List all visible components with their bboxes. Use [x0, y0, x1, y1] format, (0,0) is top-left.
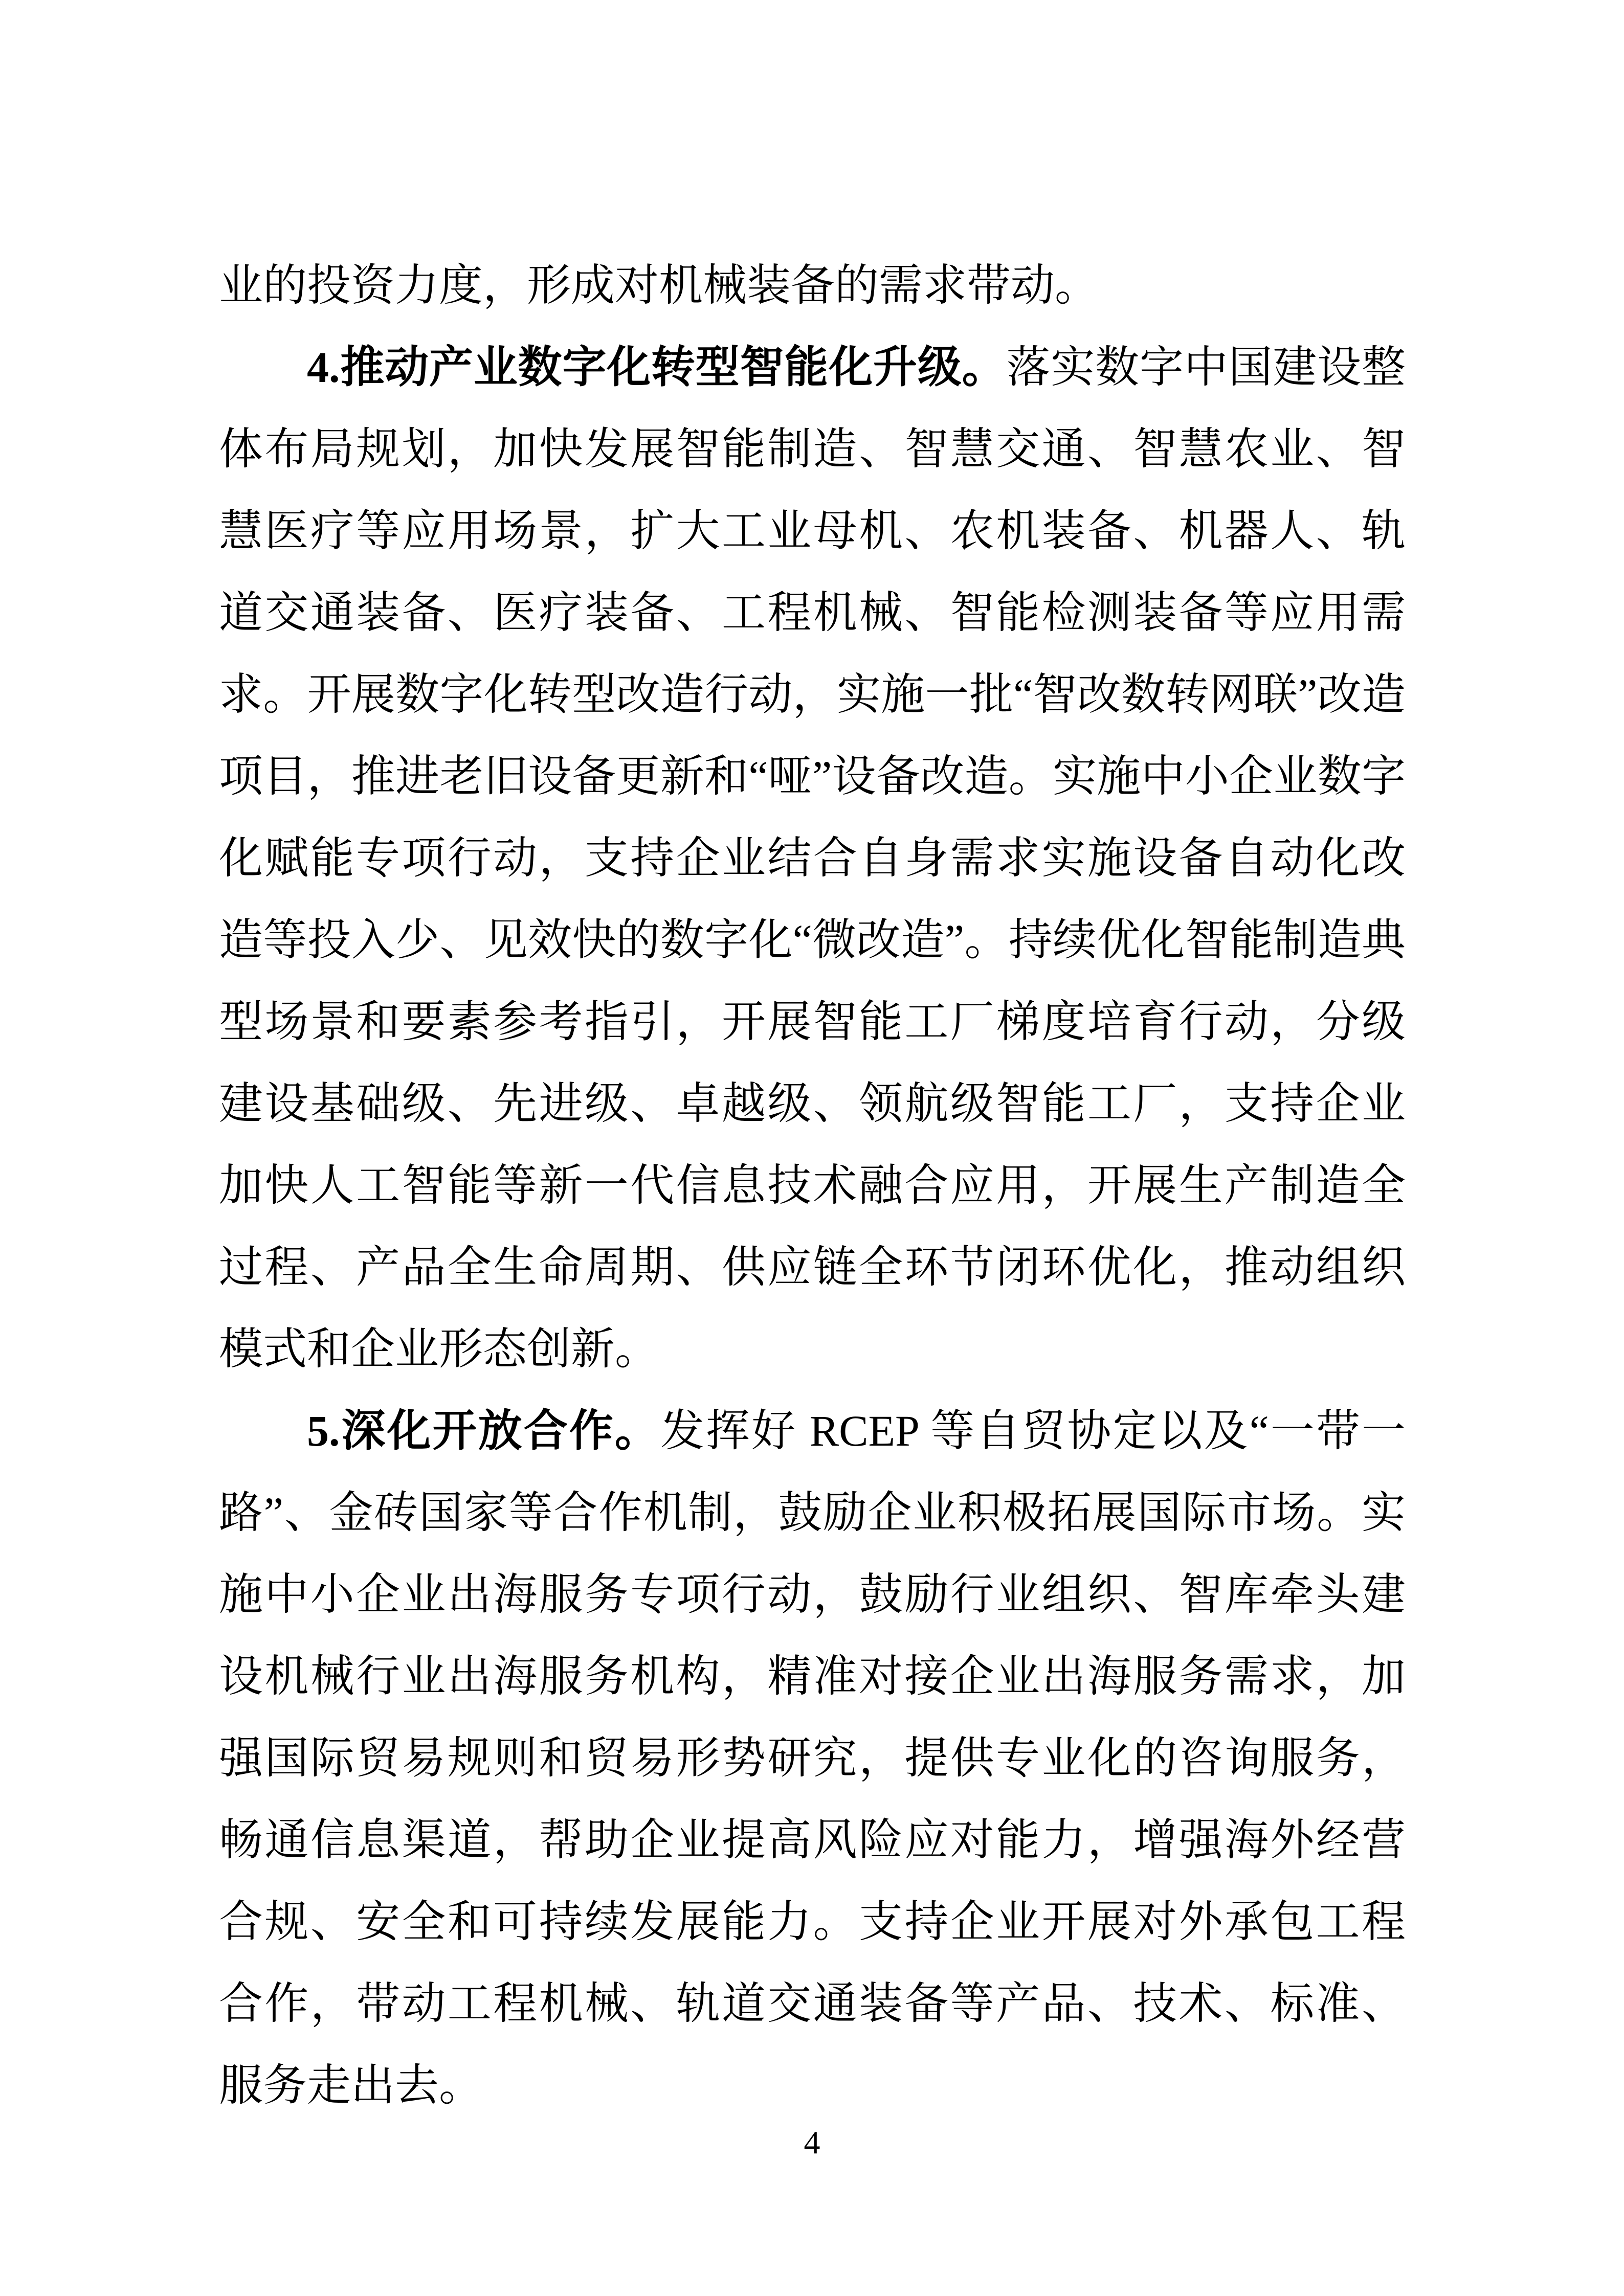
document-body — [219, 244, 1406, 2126]
paragraph-continuation-text: 业的投资力度，形成对机械装备的需求带动。 — [219, 261, 1099, 310]
page-number: 4 — [804, 2124, 820, 2160]
paragraph-item-4 — [219, 326, 1406, 1390]
paragraph-4-body: 落实数字中国建设整体布局规划，加快发展智能制造、智慧交通、智慧农业、智慧医疗等应用场景，扩大工业母机、农机装备、机器人、轨道交通装备、医疗装备、工程机械、智能检测装备等应用需求。开展数字化转型改造行动，实施一批“智改数转网联”改造项目，推进老旧设备更新和“哑”设备改造。实施中小企业数字化赋能专项行动，支持企业结合自身需求实施设备自动化改造等投入少、见效快的数字化“微改造”。持续优化智能制造典型场景和要素参考指引，开展智能工厂梯度培育行动，分级建设基础级、先进级、卓越级、领航级智能工厂，支持企业加快人工智能等新一代信息技术融合应用，开展生产制造全过程、产品全生命周期、供应链全环节闭环优化，推动组织模式和企业形态创新。 — [219, 343, 1406, 1374]
paragraph-5-heading: 5.深化开放合作。 — [307, 1406, 660, 1455]
paragraph-continuation — [219, 244, 1406, 326]
paragraph-4-heading: 4.推动产业数字化转型智能化升级。 — [307, 343, 1007, 392]
paragraph-5-body: 发挥好 RCEP 等自贸协定以及“一带一路”、金砖国家等合作机制，鼓励企业积极拓展国际市场。实施中小企业出海服务专项行动，鼓励行业组织、智库牵头建设机械行业出海服务机构，精准对接企业出海服务需求，加强国际贸易规则和贸易形势研究，提供专业化的咨询服务，畅通信息渠道，帮助企业提高风险应对能力，增强海外经营合规、安全和可持续发展能力。支持企业开展对外承包工程合作，带动工程机械、轨道交通装备等产品、技术、标准、服务走出去。 — [219, 1406, 1406, 2110]
paragraph-item-5 — [219, 1390, 1406, 2126]
